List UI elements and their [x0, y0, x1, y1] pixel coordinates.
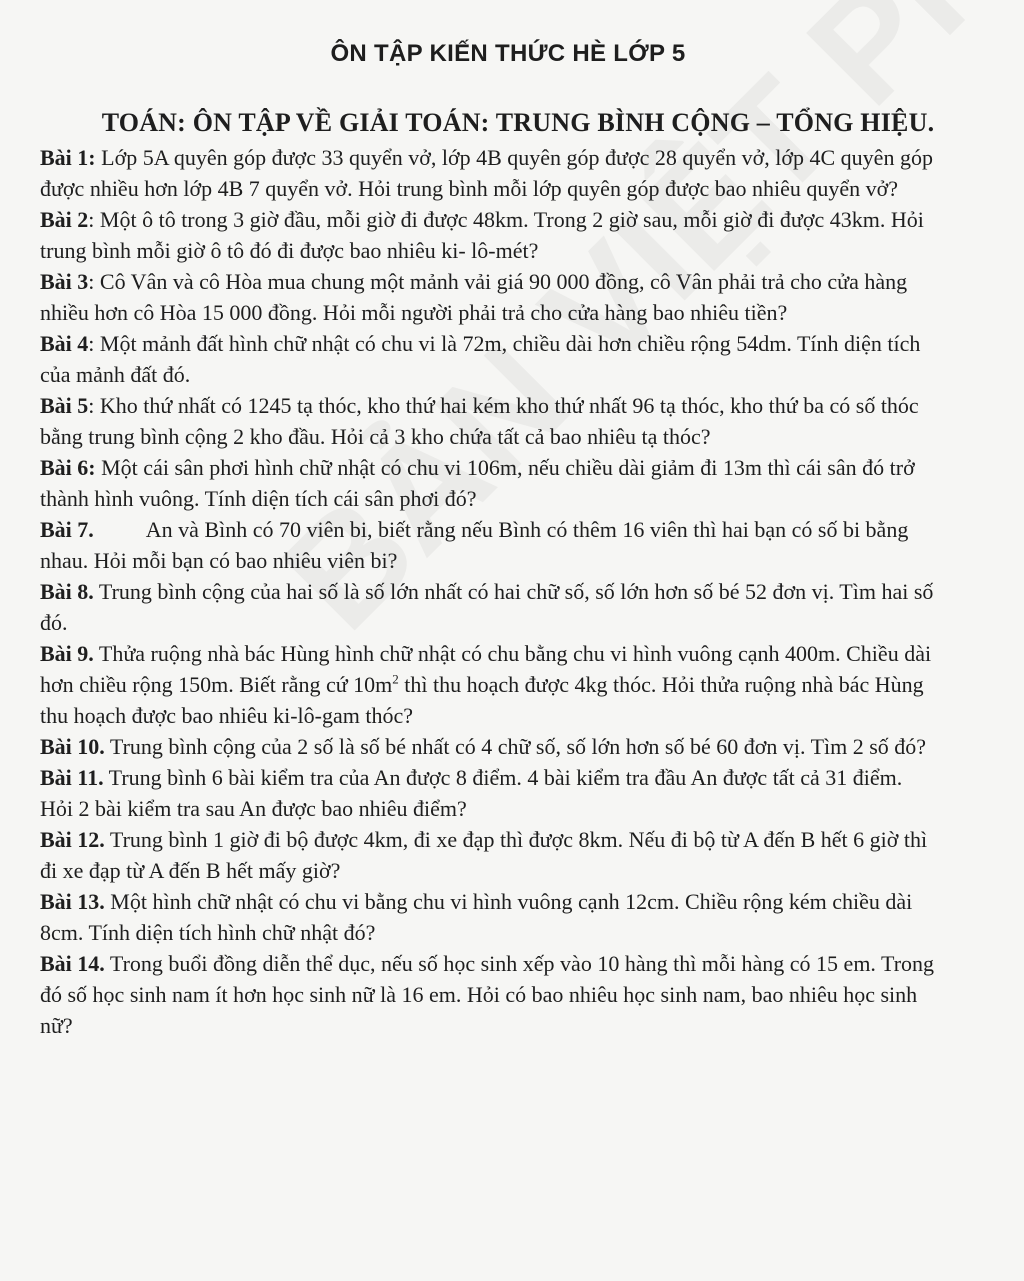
exercise-text: : Một mảnh đất hình chữ nhật có chu vi là 72m, chiều dài hơn chiều rộng 54dm. Tính diện tích của mảnh đất đó.: [40, 331, 921, 387]
exercise-8: [40, 576, 936, 638]
exercise-12: [40, 824, 936, 886]
exercise-text: : Một ô tô trong 3 giờ đầu, mỗi giờ đi được 48km. Trong 2 giờ sau, mỗi giờ đi được 43km. Hỏi trung bình mỗi giờ ô tô đó đi được bao nhiêu ki- lô-mét?: [40, 207, 924, 263]
exercise-3: [40, 266, 936, 328]
exercise-label: Bài 1:: [40, 145, 96, 170]
exercise-label: Bài 12.: [40, 827, 105, 852]
exercise-label: Bài 2: [40, 207, 89, 232]
exercise-13: [40, 886, 936, 948]
exercise-text: : Cô Vân và cô Hòa mua chung một mảnh vải giá 90 000 đồng, cô Vân phải trả cho cửa hàng nhiều hơn cô Hòa 15 000 đồng. Hỏi mỗi người phải trả cho cửa hàng bao nhiêu tiền?: [40, 269, 908, 325]
exercise-label: Bài 14.: [40, 951, 105, 976]
exercise-list: [40, 142, 936, 1041]
exercise-text: Lớp 5A quyên góp được 33 quyển vở, lớp 4B quyên góp được 28 quyển vở, lớp 4C quyên góp được nhiều hơn lớp 4B 7 quyển vở. Hỏi trung bình mỗi lớp quyên góp được bao nhiêu quyển vở?: [40, 145, 933, 201]
exercise-text: Trung bình cộng của 2 số là số bé nhất có 4 chữ số, số lớn hơn số bé 60 đơn vị. Tìm 2 số đó?: [104, 734, 927, 759]
exercise-label: Bài 8.: [40, 579, 94, 604]
exercise-label: Bài 5: [40, 393, 89, 418]
exercise-label: Bài 9.: [40, 641, 94, 666]
exercise-label: Bài 13.: [40, 889, 105, 914]
exercise-label: Bài 7.: [40, 517, 94, 542]
exercise-text: Thửa ruộng nhà bác Hùng hình chữ nhật có chu bằng chu vi hình vuông cạnh 400m. Chiều dài hơn chiều rộng 150m. Biết rằng cứ 10m: [40, 641, 932, 697]
document-title: ÔN TẬP KIẾN THỨC HÈ LỚP 5: [330, 40, 686, 67]
exercise-6: [40, 452, 936, 514]
exercise-1: [40, 142, 936, 204]
exercise-9: [40, 638, 936, 731]
exercise-5: [40, 390, 936, 452]
exercise-7: [40, 514, 936, 576]
exercise-2: [40, 204, 936, 266]
superscript: 2: [392, 671, 399, 687]
exercise-text: Trung bình 1 giờ đi bộ được 4km, đi xe đạp thì được 8km. Nếu đi bộ từ A đến B hết 6 giờ thì đi xe đạp từ A đến B hết mấy giờ?: [40, 827, 928, 883]
exercise-label: Bài 3: [40, 269, 89, 294]
exercise-label: Bài 11.: [40, 765, 104, 790]
exercise-text-continued: thì thu hoạch được 4kg thóc. Hỏi thửa ruộng nhà bác Hùng thu hoạch được bao nhiêu ki-lô-gam thóc?: [40, 672, 924, 728]
exercise-text: : Kho thứ nhất có 1245 tạ thóc, kho thứ hai kém kho thứ nhất 96 tạ thóc, kho thứ ba có số thóc bằng trung bình cộng 2 kho đầu. Hỏi cả 3 kho chứa tất cả bao nhiêu tạ thóc?: [40, 393, 919, 449]
exercise-label: Bài 4: [40, 331, 89, 356]
exercise-text: An và Bình có 70 viên bi, biết rằng nếu Bình có thêm 16 viên thì hai bạn có số bi bằng nhau. Hỏi mỗi bạn có bao nhiêu viên bi?: [40, 517, 909, 573]
exercise-14: [40, 948, 936, 1041]
exercise-4: [40, 328, 936, 390]
exercise-text: Trung bình cộng của hai số là số lớn nhất có hai chữ số, số lớn hơn số bé 52 đơn vị. Tìm hai số đó.: [40, 579, 934, 635]
section-heading: TOÁN: ÔN TẬP VỀ GIẢI TOÁN: TRUNG BÌNH CỘNG – TỔNG HIỆU.: [101, 108, 935, 137]
exercise-label: Bài 10.: [40, 734, 105, 759]
exercise-10: [40, 731, 936, 762]
exercise-text: Một hình chữ nhật có chu vi bằng chu vi hình vuông cạnh 12cm. Chiều rộng kém chiều dài 8cm. Tính diện tích hình chữ nhật đó?: [40, 889, 913, 945]
exercise-label: Bài 6:: [40, 455, 96, 480]
exercise-text: Trong buổi đồng diễn thể dục, nếu số học sinh xếp vào 10 hàng thì mỗi hàng có 15 em. Trong đó số học sinh nam ít hơn học sinh nữ là 16 em. Hỏi có bao nhiêu học sinh nam, bao nhiêu học sinh nữ?: [40, 951, 935, 1038]
exercise-11: [40, 762, 936, 824]
exercise-text: Một cái sân phơi hình chữ nhật có chu vi 106m, nếu chiều dài giảm đi 13m thì cái sân đó trở thành hình vuông. Tính diện tích cái sân phơi đó?: [40, 455, 915, 511]
exercise-text: Trung bình 6 bài kiểm tra của An được 8 điểm. 4 bài kiểm tra đầu An được tất cả 31 điểm. Hỏi 2 bài kiểm tra sau An được bao nhiêu điểm?: [40, 765, 903, 821]
